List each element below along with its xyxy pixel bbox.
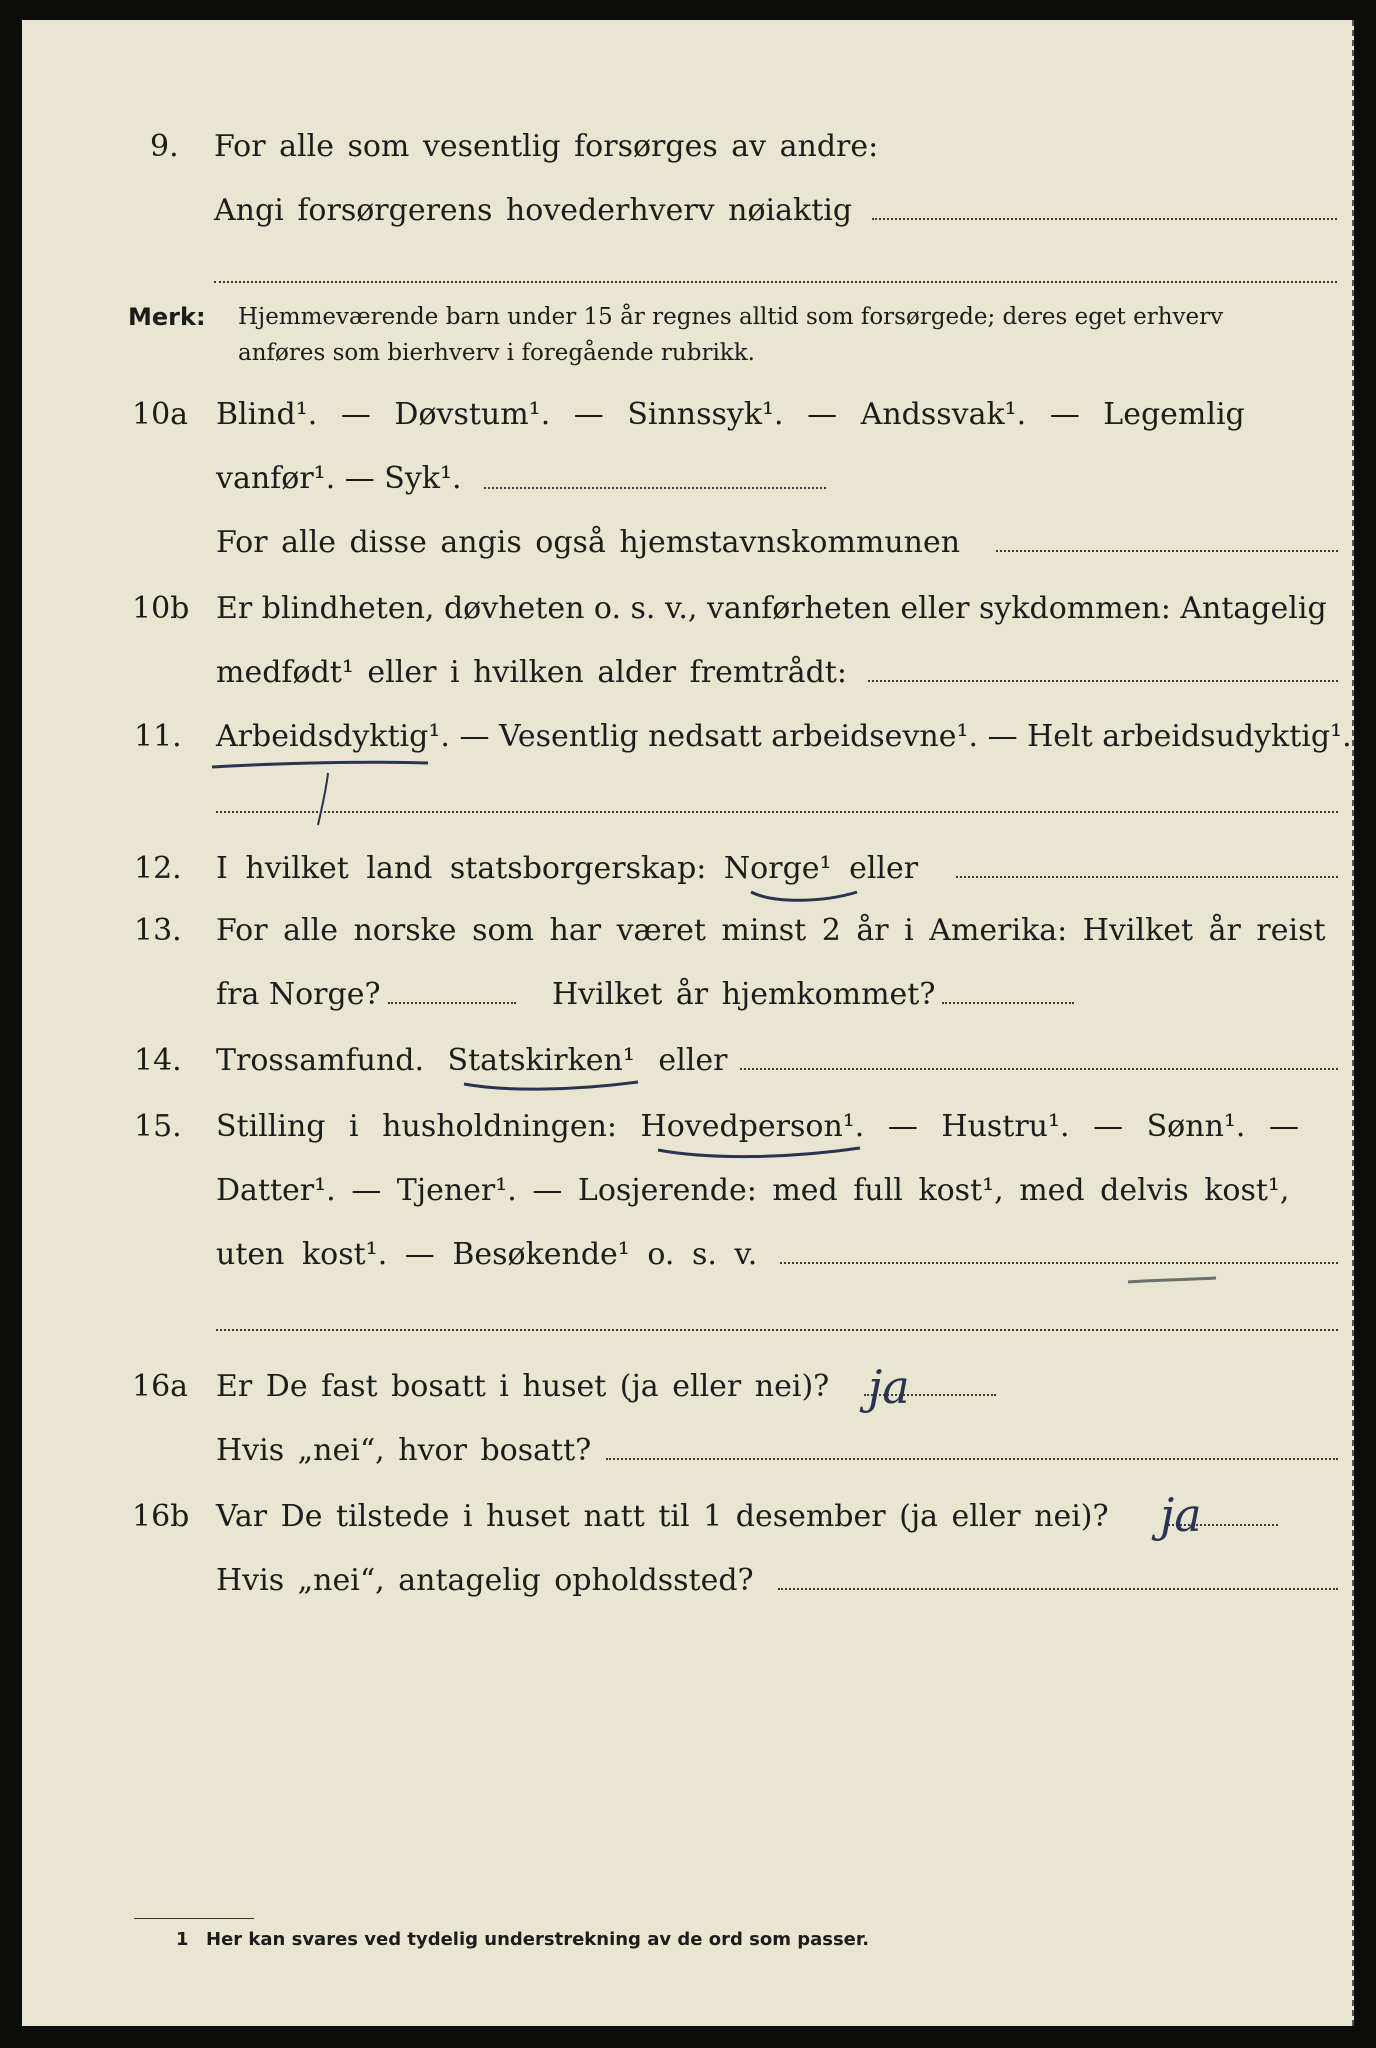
q13-line1: For alle norske som har været minst 2 år i Amerika: Hvilket år reist (216, 913, 1326, 948)
q16a-line2: Hvis „nei“, hvor bosatt? (216, 1433, 592, 1468)
item-number-10a: 10a (132, 397, 189, 432)
merk-line2: anføres som bierhverv i foregående rubrikk. (238, 340, 755, 366)
q15-line1: Stilling i husholdningen: Hovedperson¹. — Hustru¹. — Sønn¹. — (216, 1109, 1299, 1144)
q15-answer-line-2 (216, 1329, 1338, 1331)
q16b-line1: Var De tilstede i huset natt til 1 desember (ja eller nei)? (216, 1499, 1109, 1534)
q11-line1: Arbeidsdyktig¹. — Vesentlig nedsatt arbeidsevne¹. — Helt arbeidsudyktig¹. (216, 719, 1352, 754)
q10b-line2: medfødt¹ eller i hvilken alder fremtrådt: (216, 655, 847, 690)
underline-arbeidsdyktig (200, 745, 480, 825)
item-number-16b: 16b (132, 1499, 190, 1534)
footnote-mark: 1 (176, 1929, 189, 1950)
q10a-line3: For alle disse angis også hjemstavnskommunen (216, 525, 961, 560)
q14-answer-line (740, 1068, 1338, 1070)
q16a-line1: Er De fast bosatt i huset (ja eller nei)? (216, 1369, 830, 1404)
underline-statskirken (458, 1072, 648, 1102)
q10a-line2: vanfør¹. — Syk¹. (216, 461, 462, 496)
q12-answer-line (956, 876, 1338, 878)
q10b-answer-line (868, 680, 1338, 682)
q13-hjemkommet-line (942, 1002, 1074, 1004)
footnote-rule (134, 1918, 254, 1919)
q13-line2b: Hvilket år hjemkommet? (552, 977, 936, 1012)
q16a-bosatt-line (606, 1458, 1338, 1460)
item-number-9: 9. (150, 129, 179, 164)
q9-answer-line-2 (214, 281, 1337, 283)
underline-hovedperson (652, 1138, 872, 1168)
q16b-opholdssted-line (778, 1588, 1338, 1590)
item-number-10b: 10b (132, 591, 190, 626)
merk-line1: Hjemmeværende barn under 15 år regnes alltid som forsørgede; deres eget erhverv (238, 304, 1224, 330)
footnote-text: Her kan svares ved tydelig understrekning av de ord som passer. (206, 1929, 870, 1950)
q12-line1: I hvilket land statsborgerskap: Norge¹ eller (216, 851, 919, 886)
merk-label: Merk: (128, 303, 206, 331)
item-number-14: 14. (134, 1043, 182, 1078)
q15-answer-line (780, 1262, 1338, 1264)
q10a-hjemstavn-line (996, 550, 1338, 552)
q16b-answer: ja (1160, 1488, 1202, 1542)
q9-answer-line (872, 218, 1337, 220)
q10b-line1: Er blindheten, døvheten o. s. v., vanførheten eller sykdommen: Antagelig (216, 591, 1327, 626)
item-number-11: 11. (134, 719, 182, 754)
pencil-mark (1120, 1270, 1240, 1290)
q16b-line2: Hvis „nei“, antagelig opholdssted? (216, 1563, 754, 1598)
item-number-13: 13. (134, 913, 182, 948)
q9-line2: Angi forsørgerens hovederhverv nøiaktig (214, 193, 853, 228)
q10a-answer-line (484, 487, 826, 489)
q10a-line1: Blind¹. — Døvstum¹. — Sinnssyk¹. — Andssvak¹. — Legemlig (216, 397, 1245, 432)
q16a-answer: ja (868, 1360, 910, 1414)
q15-line2: Datter¹. — Tjener¹. — Losjerende: med full kost¹, med delvis kost¹, (216, 1173, 1290, 1208)
underline-norge (745, 880, 875, 910)
item-number-15: 15. (134, 1109, 182, 1144)
q14-line1: Trossamfund. Statskirken¹ eller (216, 1043, 728, 1078)
q15-line3: uten kost¹. — Besøkende¹ o. s. v. (216, 1237, 758, 1272)
q9-line1: For alle som vesentlig forsørges av andre: (214, 129, 879, 164)
q13-line2a: fra Norge? (216, 977, 381, 1012)
item-number-12: 12. (134, 851, 182, 886)
item-number-16a: 16a (132, 1369, 189, 1404)
q13-reist-line (388, 1002, 516, 1004)
